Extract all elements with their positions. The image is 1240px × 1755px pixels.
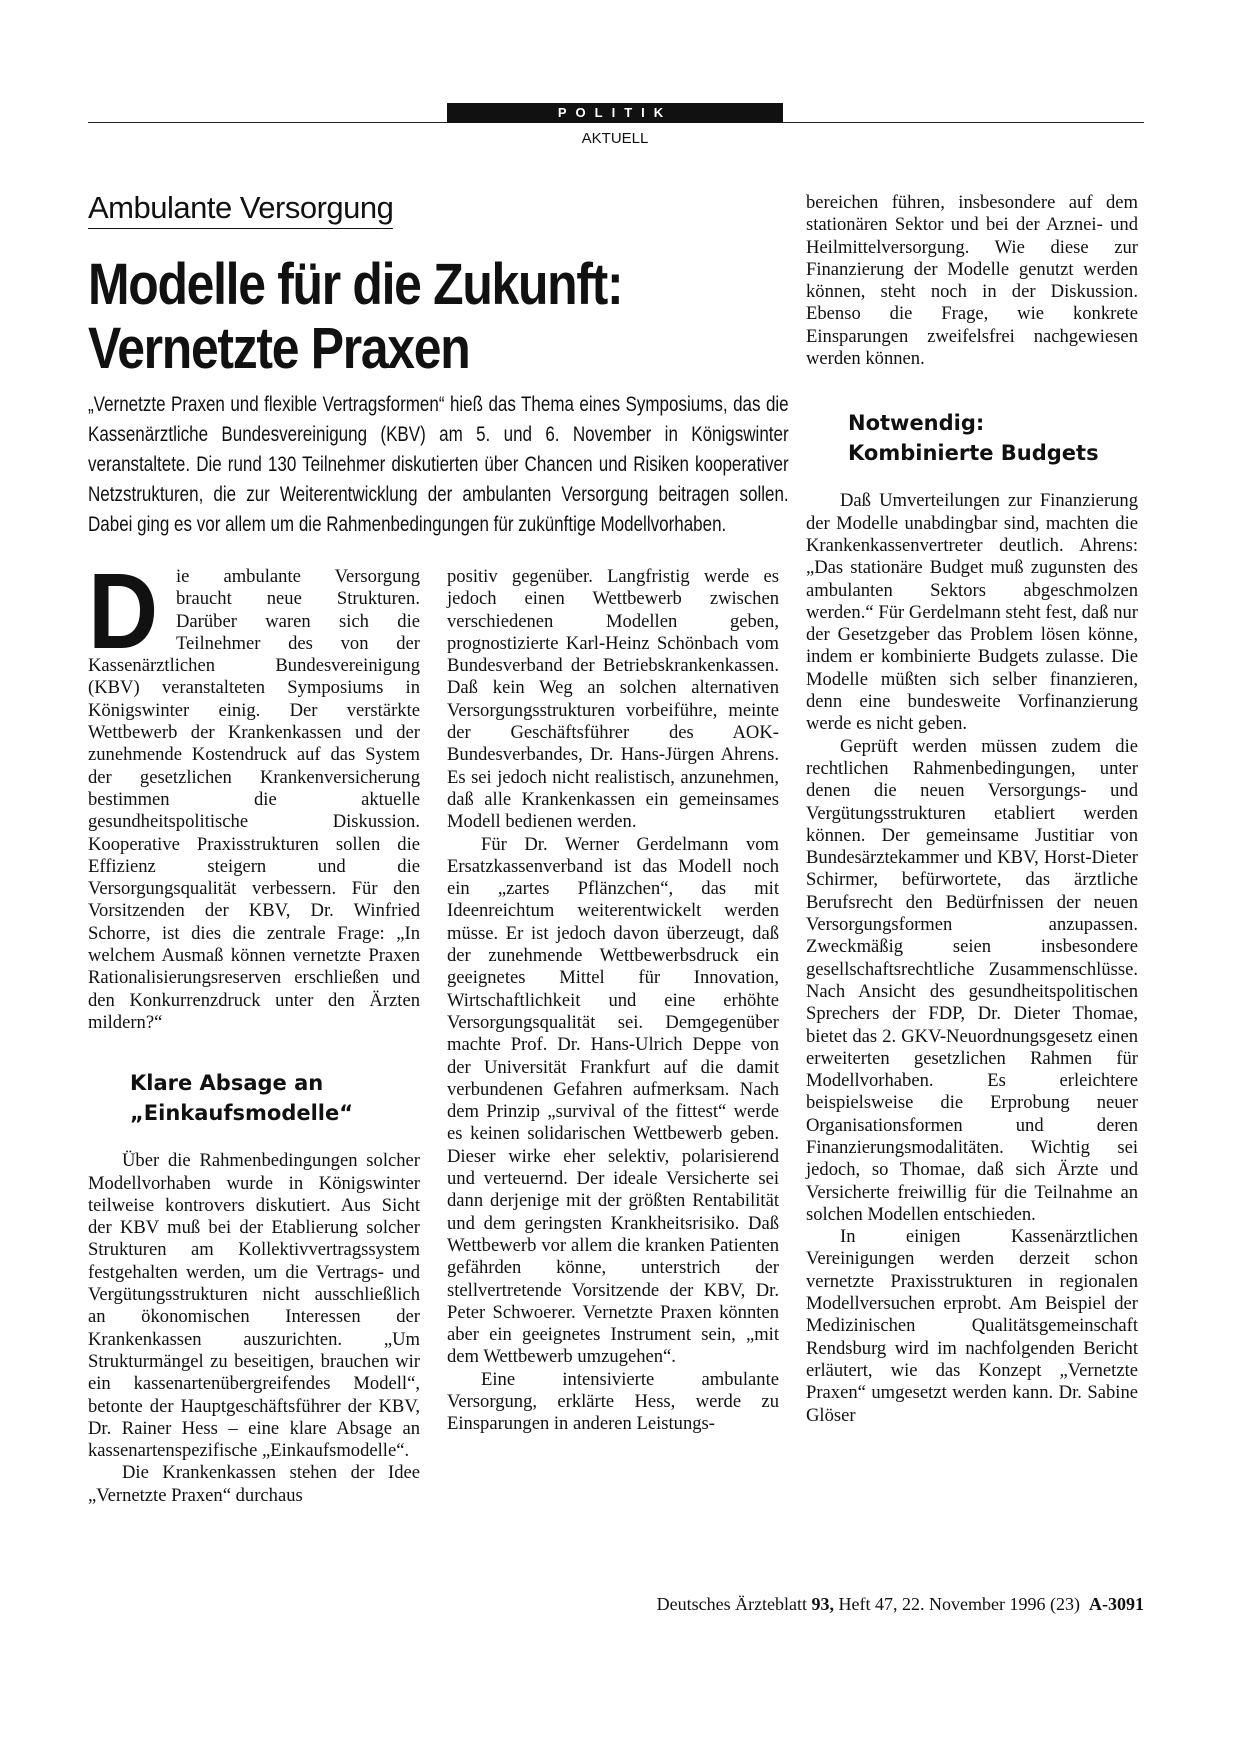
article-topic: Ambulante Versorgung <box>88 190 393 229</box>
article-lead: „Vernetzte Praxen und flexible Vertragsformen“ hieß das Thema eines Symposiums, das die Kassenärztliche Bundesvereinigung (KBV) am 5. und 6. November in Königswinter veranstaltete. Die rund 130 Teilnehmer diskutierten über Chancen und Risiken kooperativer Netzstrukturen, die zur Weiterentwicklung der ambulanten Versorgung beitragen sollen. Dabei ging es vor allem um die Rahmenbedingungen für zukünftige Modellvorhaben. <box>88 393 789 536</box>
subsection-label: AKTUELL <box>581 130 649 147</box>
footer-volume: 93, <box>811 1594 835 1614</box>
col1-paragraph-3: Die Krankenkassen stehen der Idee „Vernetzte Praxen“ durchaus <box>88 1462 420 1506</box>
drop-cap: D <box>88 550 159 671</box>
col2-paragraph-2: Für Dr. Werner Gerdelmann vom Ersatzkassenverband ist das Modell noch ein „zartes Pflänzchen“, das mit Ideenreichtum weiterentwickelt werden müsse. Er ist jedoch davon überzeugt, daß der zunehmende Wettbewerbsdruck ein geeignetes Mittel für Innovation, Wirtschaftlichkeit und eine erhöhte Versorgungsqualität sei. Demgegenüber machte Prof. Dr. Hans-Ulrich Deppe von der Universität Frankfurt auf die damit verbundenen Gefahren aufmerksam. Nach dem Prinzip „survival of the fittest“ werde es keinen solidarischen Wettbewerb geben. Dieser wirke eher selektiv, polarisierend und verteuernd. Der ideale Versicherte sei dann derjenige mit der größten Rentabilität und dem geringsten Krankheitsrisiko. Daß Wettbewerb vor allem die kranken Patienten gefährden könne, unterstrich der stellvertretende Vorsitzende der KBV, Dr. Peter Schwoerer. Vernetzte Praxen könnten aber ein geeignetes Instrument sein, „mit dem Wettbewerb umzugehen“. <box>447 833 779 1368</box>
section-label: POLITIK <box>447 103 783 123</box>
column-3 <box>806 192 1138 1427</box>
article-title <box>88 253 690 381</box>
title-line-1: Modelle für die Zukunft: <box>88 252 623 317</box>
subheading-budgets <box>806 408 1138 468</box>
title-line-2: Vernetzte Praxen <box>88 316 470 381</box>
footer-page: A-3091 <box>1089 1594 1144 1614</box>
col3-paragraph-2: Daß Umverteilungen zur Finanzierung der Modelle unabdingbar sind, machten die Krankenkassenvertreter deutlich. Ahrens: „Das stationäre Budget muß zugunsten des ambulanten Sektors abgeschmolzen werden.“ Für Gerdelmann steht fest, daß nur der Gesetzgeber das Problem lösen könne, indem er kombinierte Budgets zulasse. Die Modelle müßten sich selber finanzieren, denn eine bundesweite Vorfinanzierung werde es nicht geben. <box>806 490 1138 735</box>
footer-issue: Heft 47, 22. November 1996 (23) <box>838 1594 1080 1614</box>
col2-paragraph-1: positiv gegenüber. Langfristig werde es jedoch einen Wettbewerb zwischen verschiedenen Modellen geben, prognostizierte Karl-Heinz Schönbach vom Bundesverband der Betriebskrankenkassen. Daß kein Weg an solchen alternativen Versorgungsstrukturen vorbeiführe, meinte der Geschäftsführer des AOK-Bundesverbandes, Dr. Hans-Jürgen Ahrens. Es sei jedoch nicht realistisch, anzunehmen, daß alle Krankenkassen ein gemeinsames Modell bedienen werden. <box>447 566 779 833</box>
col2-paragraph-3: Eine intensivierte ambulante Versorgung, erklärte Hess, werde zu Einsparungen in anderen Leistungs- <box>447 1368 779 1435</box>
footer-journal: Deutsches Ärzteblatt <box>656 1594 808 1614</box>
subhead-2-line-2: Kombinierte Budgets <box>848 441 1099 466</box>
subhead-2-line-1: Notwendig: <box>848 411 985 436</box>
col1-paragraph-1 <box>88 550 420 1034</box>
page-footer <box>657 1594 1144 1615</box>
column-2 <box>447 566 779 1436</box>
column-1 <box>88 550 420 1507</box>
col3-paragraph-3: Geprüft werden müssen zudem die rechtlichen Rahmenbedingungen, unter denen die neuen Versorgungs- und Vergütungsstrukturen etabliert werden können. Der gemeinsame Justitiar von Bundesärztekammer und KBV, Horst-Dieter Schirmer, befürwortete, das ärztliche Berufsrecht den Bedürfnissen der neuen Versorgungsformen anzupassen. Zweckmäßig seien insbesondere gesellschaftsrechtliche Zusammenschlüsse. Nach Ansicht des gesundheitspolitischen Sprechers der FDP, Dr. Dieter Thomae, bietet das 2. GKV-Neuordnungsgesetz einen erweiterten gesetzlichen Rahmen für Modellvorhaben. Es erleichtere beispielsweise die Erprobung neuer Organisationsformen und deren Finanzierungsmodalitäten. Wichtig sei jedoch, so Thomae, daß sich Ärzte und Versicherte freiwillig für die Teilnahme an solchen Modellen entschieden. <box>806 735 1138 1225</box>
subheading-einkaufsmodelle <box>88 1068 420 1128</box>
subhead-1-line-2: „Einkaufsmodelle“ <box>130 1101 354 1126</box>
col1-paragraph-2: Über die Rahmenbedingungen solcher Modellvorhaben wurde in Königswinter teilweise kontrovers diskutiert. Aus Sicht der KBV muß bei der Etablierung solcher Strukturen am Kollektivvertragssystem festgehalten werden, um die Vertrags- und Vergütungsstrukturen nicht ausschließlich an ökonomischen Interessen der Krankenkassen auszurichten. „Um Strukturmängel zu beseitigen, brauchen wir ein kassenartenübergreifendes Modell“, betonte der Hauptgeschäftsführer der KBV, Dr. Rainer Hess – eine klare Absage an kassenartenspezifische „Einkaufsmodelle“. <box>88 1150 420 1462</box>
col3-paragraph-4: In einigen Kassenärztlichen Vereinigungen werden derzeit schon vernetzte Praxisstrukturen in regionalen Modellversuchen erprobt. Am Beispiel der Medizinischen Qualitätsgemeinschaft Rendsburg wird im nachfolgenden Bericht erläutert, wie das Konzept „Vernetzte Praxen“ umgesetzt werden kann. Dr. Sabine Glöser <box>806 1226 1138 1426</box>
col3-paragraph-1: bereichen führen, insbesondere auf dem stationären Sektor und bei der Arznei- und Heilmittelversorgung. Wie diese zur Finanzierung der Modelle genutzt werden können, steht noch in der Diskussion. Ebenso die Frage, wie konkrete Einsparungen zweifelsfrei nachgewiesen werden können. <box>806 192 1138 370</box>
col1-p1-text: ie ambulante Versorgung braucht neue Strukturen. Darüber waren sich die Teilnehmer des von der Kassenärztlichen Bundesvereinigung (KBV) veranstalteten Symposiums in Königswinter einig. Der verstärkte Wettbewerb der Krankenkassen und der zunehmende Kostendruck auf das System der gesetzlichen Krankenversicherung bestimmen die aktuelle gesundheitspolitische Diskussion. Kooperative Praxisstrukturen sollen die Effizienz steigern und die Versorgungsqualität verbessern. Für den Vorsitzenden der KBV, Dr. Winfried Schorre, ist dies die zentrale Frage: „In welchem Ausmaß können vernetzte Praxen Rationalisierungsreserven erschließen und den Konkurrenzdruck unter den Ärzten mildern?“ <box>88 566 420 1033</box>
subhead-1-line-1: Klare Absage an <box>130 1071 324 1096</box>
